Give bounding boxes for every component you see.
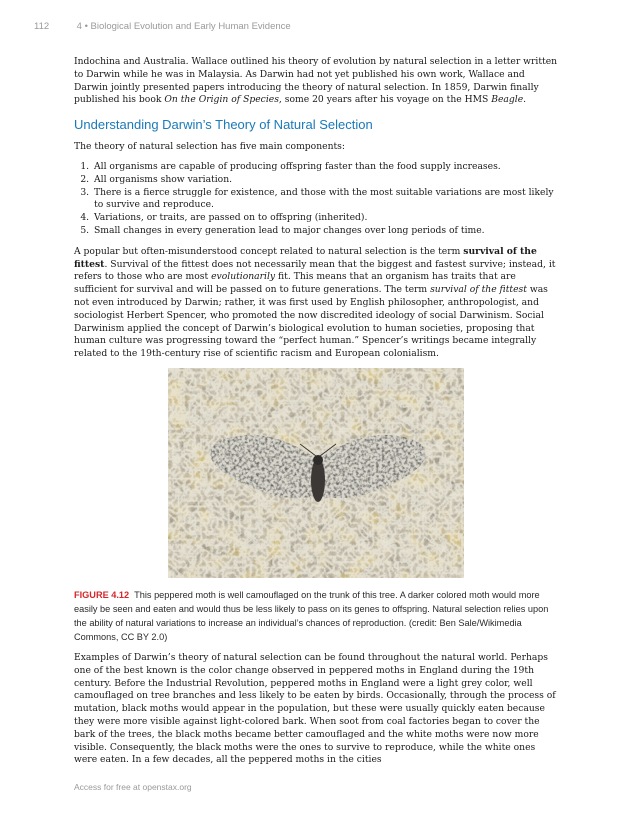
page-number: 112 xyxy=(34,21,50,32)
figure-caption-text: This peppered moth is well camouflaged on the trunk of this tree. A darker colored moth would more easily be seen and eaten and would thus be less likely to pass on its genes to offspring. Natural selection relies upon the ability of natural variations to increase an individual’s chances of reproduction. (credit: Ben Sale/Wikimedia Commons, CC BY 2.0) xyxy=(74,589,549,642)
list-item: 3. There is a fierce struggle for existence, and those with the most suitable variations are most likely to survive and reproduce. xyxy=(92,187,558,213)
ship-name: Beagle xyxy=(491,94,524,106)
page-header xyxy=(34,21,594,32)
figure-caption xyxy=(74,588,558,644)
book-title: On the Origin of Species xyxy=(164,94,279,106)
intro-paragraph: Indochina and Australia. Wallace outlined his theory of evolution by natural selection in a letter written to Darwin while he was in Malaysia. As Darwin had not yet published his own work, Wallace and Darwin jointly presented papers introducing the theory of natural selection. In 1859, Darwin finally published his book On the Origin of Species, some 20 years after his voyage on the HMS Beagle. xyxy=(74,56,558,106)
list-item: 2. All organisms show variation. xyxy=(92,174,558,187)
components-list xyxy=(74,161,558,238)
section-heading: Understanding Darwin’s Theory of Natural Selection xyxy=(74,117,373,133)
running-title: 4 • Biological Evolution and Early Human Evidence xyxy=(76,21,291,32)
footer-link[interactable]: Access for free at openstax.org xyxy=(74,782,192,792)
list-item: 4. Variations, or traits, are passed on to offspring (inherited). xyxy=(92,212,558,225)
components-intro: The theory of natural selection has five main components: xyxy=(74,141,345,153)
peppered-moth-image xyxy=(168,368,464,578)
fittest-paragraph: A popular but often-misunderstood concept related to natural selection is the term survival of the fittest. Survival of the fittest does not necessarily mean that the biggest and fastest survive; instead, it refers to those who are most evolutionarily fit. This means that an organism has traits that are sufficient for survival and will be passed on to future generations. The term survival of the fittest was not even introduced by Darwin; rather, it was first used by English philosopher, anthropologist, and sociologist Herbert Spencer, who promoted the now discredited ideology of social Darwinism. Social Darwinism applied the concept of Darwin’s biological evolution to human societies, proposing that human culture was progressing toward the “perfect human.” Spencer’s writings became integrally related to the 19th-century rise of scientific racism and European colonialism. xyxy=(74,245,556,360)
examples-paragraph: Examples of Darwin’s theory of natural selection can be found throughout the natural world. Perhaps one of the best known is the color change observed in peppered moths in England during the 19th century. Before the Industrial Revolution, peppered moths in England were a light grey color, well camouflaged on tree branches and less likely to be eaten by birds. Occasionally, through the process of mutation, black moths would appear in the population, but these were usually quickly eaten because they were more visible against light-colored bark. When soot from coal factories began to cover the bark of the trees, the black moths became better camouflaged and the white moths were now more visible. Consequently, the black moths were the ones to survive to reproduce, while the white ones were eaten. In a few decades, all the peppered moths in the cities xyxy=(74,651,556,766)
figure-label: FIGURE 4.12 xyxy=(74,589,130,600)
key-term: survival of the fittest xyxy=(74,245,537,270)
list-item: 5. Small changes in every generation lead to major changes over long periods of time. xyxy=(92,225,558,238)
moth-illustration xyxy=(168,368,464,578)
page-content xyxy=(74,56,558,774)
page-footer xyxy=(74,782,192,792)
list-item: 1. All organisms are capable of producing offspring faster than the food supply increases. xyxy=(92,161,558,174)
